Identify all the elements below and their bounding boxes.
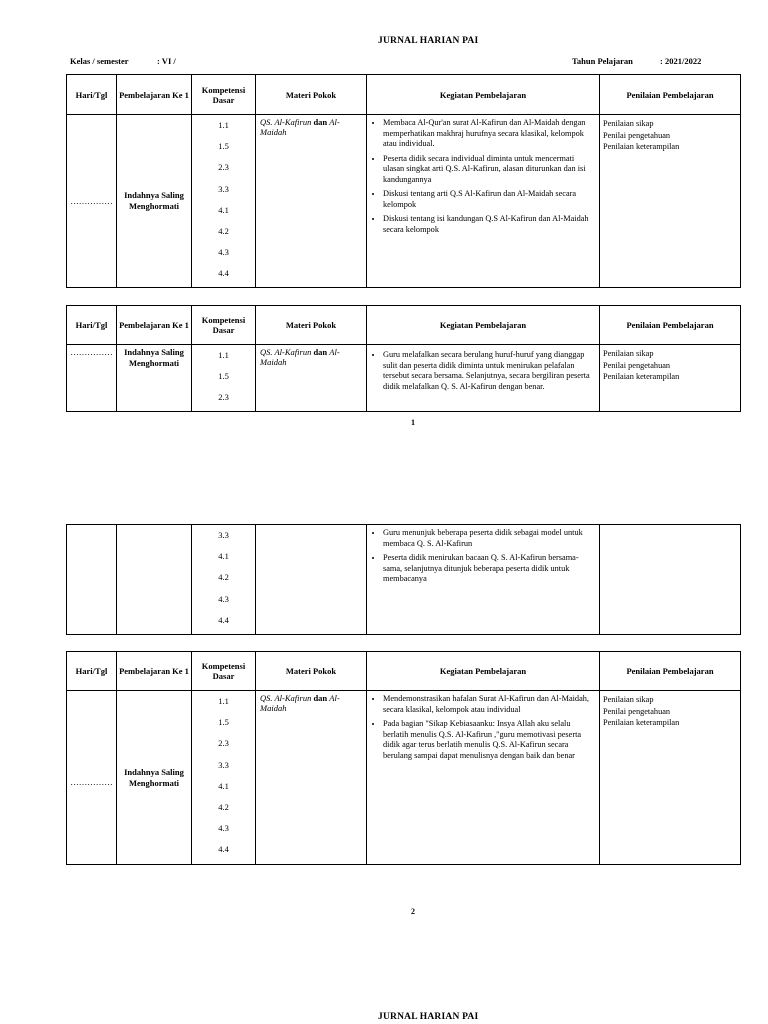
penilaian-item: Penilaian sikap (603, 119, 654, 128)
penilaian-item: Penilaian keterampilan (603, 142, 680, 151)
activity-list (369, 528, 595, 585)
kd-item: 3.3 (218, 759, 229, 770)
penilaian-item: Penilaian sikap (603, 695, 654, 704)
activity-item: • Pada bagian "Sikap Kebiasaanku: Insya Allah aku selalu berlatih menulis Q.S. Al-Kafirun ,"guru memotivasi peserta didik agar terus berlatih menulis Q.S. Al-Kafirun secara berulang sampai dapat menulisnya dengan baik dan benar (383, 719, 595, 761)
day-cell: …………… (67, 115, 117, 288)
col-kegiatan: Kegiatan Pembelajaran (367, 306, 600, 345)
activity-item: • Diskusi tentang arti Q.S Al-Kafirun dan Al-Maidah secara kelompok (383, 189, 595, 210)
materi-cell (256, 691, 367, 865)
materi-cell (256, 525, 367, 635)
materi-cell (256, 345, 367, 412)
kd-item: 4.2 (218, 572, 229, 583)
kd-item: 3.3 (218, 530, 229, 540)
kd-item: 3.3 (218, 183, 229, 194)
materi-cell (256, 115, 367, 288)
activity-item: • Diskusi tentang isi kandungan Q.S Al-Kafirun dan Al-Maidah secara kelompok (383, 214, 595, 235)
kd-item: 1.5 (218, 371, 229, 382)
col-penilaian: Penilaian Pembelajaran (600, 75, 741, 115)
tahun-value: : 2021/2022 (660, 56, 702, 66)
kd-cell (192, 115, 256, 288)
materi-surah-b: Al-Maidah (260, 117, 340, 137)
activity-item: • Membaca Al-Qur'an surat Al-Kafirun dan Al-Maidah dengan memperhatikan makhraj hurufnya secara klasikal, kelompok atau individual. (383, 118, 595, 150)
col-kompetensi: Kompetensi Dasar (192, 306, 256, 345)
kd-item: 4.1 (218, 204, 229, 215)
kd-item: 4.4 (218, 614, 229, 625)
kegiatan-cell (367, 691, 600, 865)
penilaian-cell (600, 345, 741, 412)
journal-table-1 (66, 74, 741, 288)
penilaian-cell (600, 115, 741, 288)
journal-table-4 (66, 651, 741, 865)
kd-item: 2.3 (218, 392, 229, 403)
penilaian-item: Penilai pengetahuan (603, 360, 671, 370)
page-number: 1 (411, 418, 415, 427)
activity-list (369, 350, 595, 392)
col-pembelajaran: Pembelajaran Ke 1 (117, 75, 192, 115)
penilaian-item: Penilai pengetahuan (603, 706, 671, 716)
doc-title: JURNAL HARIAN PAI (378, 36, 479, 46)
day-cell (67, 525, 117, 635)
materi-surah-a: QS. Al-Kafirun (260, 347, 312, 357)
activity-item: • Peserta didik secara individual diminta untuk mencermati ulasan singkat arti Q.S. Al-Kafirun, alasan diturunkan dan isi kandungannya (383, 154, 595, 186)
theme-cell (117, 525, 192, 635)
kd-item: 1.5 (218, 717, 229, 728)
kd-item: 4.3 (218, 247, 229, 258)
penilaian-cell (600, 525, 741, 635)
kd-item: 1.1 (218, 696, 229, 706)
kegiatan-cell (367, 525, 600, 635)
kd-item: 1.1 (218, 350, 229, 360)
kd-list (192, 691, 255, 861)
col-kompetensi: Kompetensi Dasar (192, 75, 256, 115)
materi-surah-b: Al-Maidah (260, 347, 340, 367)
activity-item: • Peserta didik menirukan bacaan Q. S. Al-Kafirun bersama-sama, selanjutnya ditunjuk beberapa peserta didik untuk membacanya (383, 553, 595, 585)
kd-item: 1.1 (218, 120, 229, 130)
col-kegiatan: Kegiatan Pembelajaran (367, 652, 600, 691)
kd-cell (192, 525, 256, 635)
page-number: 2 (411, 907, 415, 916)
kd-item: 2.3 (218, 162, 229, 173)
activity-item: • Guru melafalkan secara berulang huruf-huruf yang dianggap sulit dan peserta didik diminta untuk menirukan pelafalan tersebut secara bersama. Selanjutnya, secara bergiliran peserta didik melafalkan Q. S. Al-Kafirun dengan benar. (383, 350, 595, 392)
col-materi: Materi Pokok (256, 306, 367, 345)
penilaian-item: Penilai pengetahuan (603, 130, 671, 140)
kd-item: 4.4 (218, 268, 229, 279)
footer-title: JURNAL HARIAN PAI (378, 1012, 479, 1022)
kd-list (192, 115, 255, 285)
activity-list (369, 118, 595, 235)
materi-surah-a: QS. Al-Kafirun (260, 117, 312, 127)
tahun-label: Tahun Pelajaran (572, 56, 633, 66)
theme-cell: Indahnya Saling Menghormati (117, 345, 192, 412)
day-cell: …………… (67, 345, 117, 412)
col-hari: Hari/Tgl (67, 652, 117, 691)
col-materi: Materi Pokok (256, 652, 367, 691)
theme-cell: Indahnya Saling Menghormati (117, 115, 192, 288)
kegiatan-cell (367, 345, 600, 412)
materi-conj: dan (311, 693, 330, 703)
col-hari: Hari/Tgl (67, 75, 117, 115)
activity-item: • Mendemonstrasikan hafalan Surat Al-Kafirun dan Al-Maidah, secara klasikal, kelompok atau individual (383, 694, 595, 715)
materi-surah-a: QS. Al-Kafirun (260, 693, 312, 703)
kd-item: 4.3 (218, 593, 229, 604)
col-penilaian: Penilaian Pembelajaran (600, 306, 741, 345)
kelas-label: Kelas / semester (70, 56, 129, 66)
kd-cell (192, 691, 256, 865)
kd-item: 4.1 (218, 780, 229, 791)
kd-item: 4.4 (218, 844, 229, 855)
col-penilaian: Penilaian Pembelajaran (600, 652, 741, 691)
penilaian-item: Penilaian keterampilan (603, 718, 680, 727)
activity-item: • Guru menunjuk beberapa peserta didik sebagai model untuk membaca Q. S. Al-Kafirun (383, 528, 595, 549)
activity-list (369, 694, 595, 761)
kegiatan-cell (367, 115, 600, 288)
kd-item: 4.2 (218, 801, 229, 812)
kd-item: 4.3 (218, 823, 229, 834)
penilaian-item: Penilaian sikap (603, 349, 654, 358)
col-pembelajaran: Pembelajaran Ke 1 (117, 652, 192, 691)
kd-item: 2.3 (218, 738, 229, 749)
journal-table-2 (66, 305, 741, 412)
materi-conj: dan (311, 117, 330, 127)
kd-list (192, 525, 255, 631)
col-kompetensi: Kompetensi Dasar (192, 652, 256, 691)
col-materi: Materi Pokok (256, 75, 367, 115)
col-kegiatan: Kegiatan Pembelajaran (367, 75, 600, 115)
journal-table-3 (66, 524, 741, 635)
kd-item: 4.1 (218, 551, 229, 562)
materi-surah-b: Al-Maidah (260, 693, 340, 713)
kd-cell (192, 345, 256, 412)
day-cell: …………… (67, 691, 117, 865)
col-hari: Hari/Tgl (67, 306, 117, 345)
col-pembelajaran: Pembelajaran Ke 1 (117, 306, 192, 345)
penilaian-item: Penilaian keterampilan (603, 372, 680, 381)
kd-item: 1.5 (218, 141, 229, 152)
penilaian-cell (600, 691, 741, 865)
materi-conj: dan (311, 347, 330, 357)
kd-item: 4.2 (218, 225, 229, 236)
kelas-value: : VI / (157, 56, 176, 66)
kd-list (192, 345, 255, 409)
theme-cell: Indahnya Saling Menghormati (117, 691, 192, 865)
